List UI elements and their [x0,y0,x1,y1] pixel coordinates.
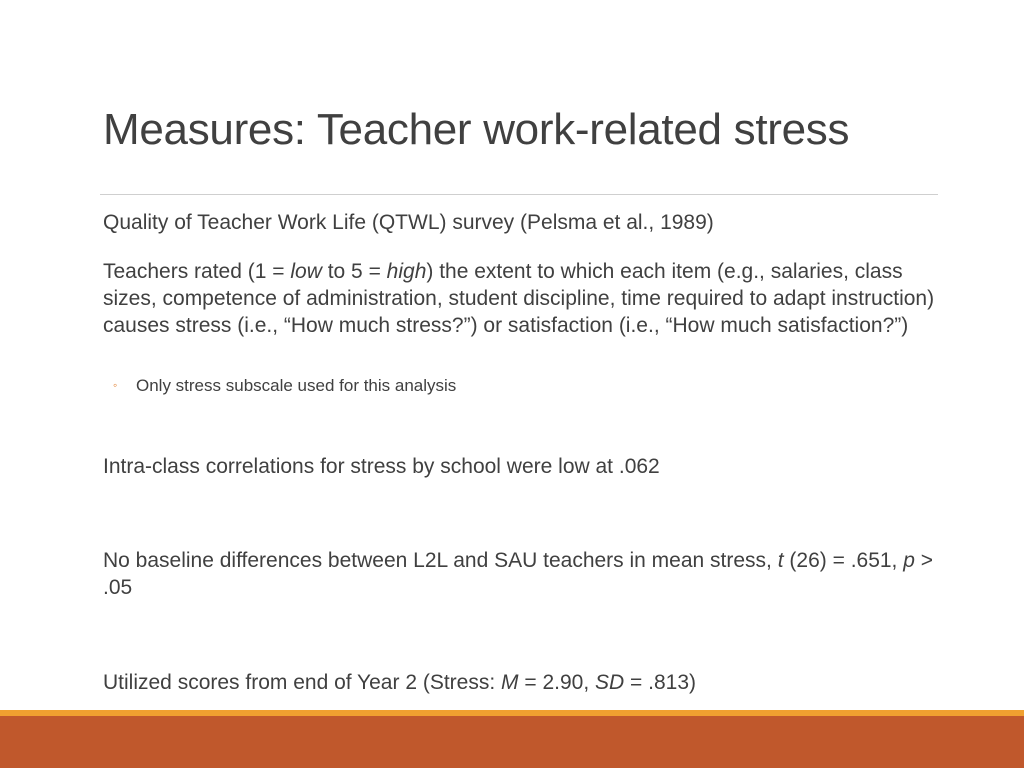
bullet-baseline-p: p [903,549,915,572]
title-divider [100,194,938,195]
bullet-year2-m: M [501,671,519,694]
sub-bullet-text: Only stress subscale used for this analysis [136,376,457,395]
bullet-year2-text-1: Utilized scores from end of Year 2 (Stress: [103,671,502,694]
bullet-baseline-text-1: No baseline differences between L2L and SAU teachers in mean stress, [103,549,778,572]
bullet-baseline-text-2: (26) = .651, [783,549,904,572]
circle-bullet-icon: ◦ [113,378,118,392]
bullet-rating-text-3: ) the extent to which each item (e.g., salaries, class sizes, competence of administration, student discipline, time required to adapt instruction) causes stress (i.e., “How much stress?”) or satisfaction (i.e., “How much satisfaction?”) [103,260,935,337]
bullet-intraclass-correlation: Intra-class correlations for stress by school were low at .062 [103,455,660,478]
bullet-year2-text-3: = .813) [624,671,696,694]
bullet-year2-text-2: = 2.90, [518,671,595,694]
sub-bullet-stress-subscale [113,373,456,398]
bullet-baseline-text-3: > .05 [103,549,934,599]
bullet-survey: Quality of Teacher Work Life (QTWL) survey (Pelsma et al., 1989) [103,211,714,234]
slide-title: Measures: Teacher work-related stress [103,105,850,154]
bullet-rating-text-2: to 5 = [321,260,387,283]
bullet-rating-description [103,258,943,339]
footer-bar [0,716,1024,768]
bullet-rating-high: high [386,260,427,283]
bullet-rating-text-1: Teachers rated (1 = [103,260,291,283]
bullet-year2-sd: SD [595,671,625,694]
bullet-year2-scores [103,669,943,696]
bullet-baseline-differences [103,547,943,601]
bullet-baseline-t: t [777,549,784,572]
bullet-rating-low: low [290,260,322,283]
